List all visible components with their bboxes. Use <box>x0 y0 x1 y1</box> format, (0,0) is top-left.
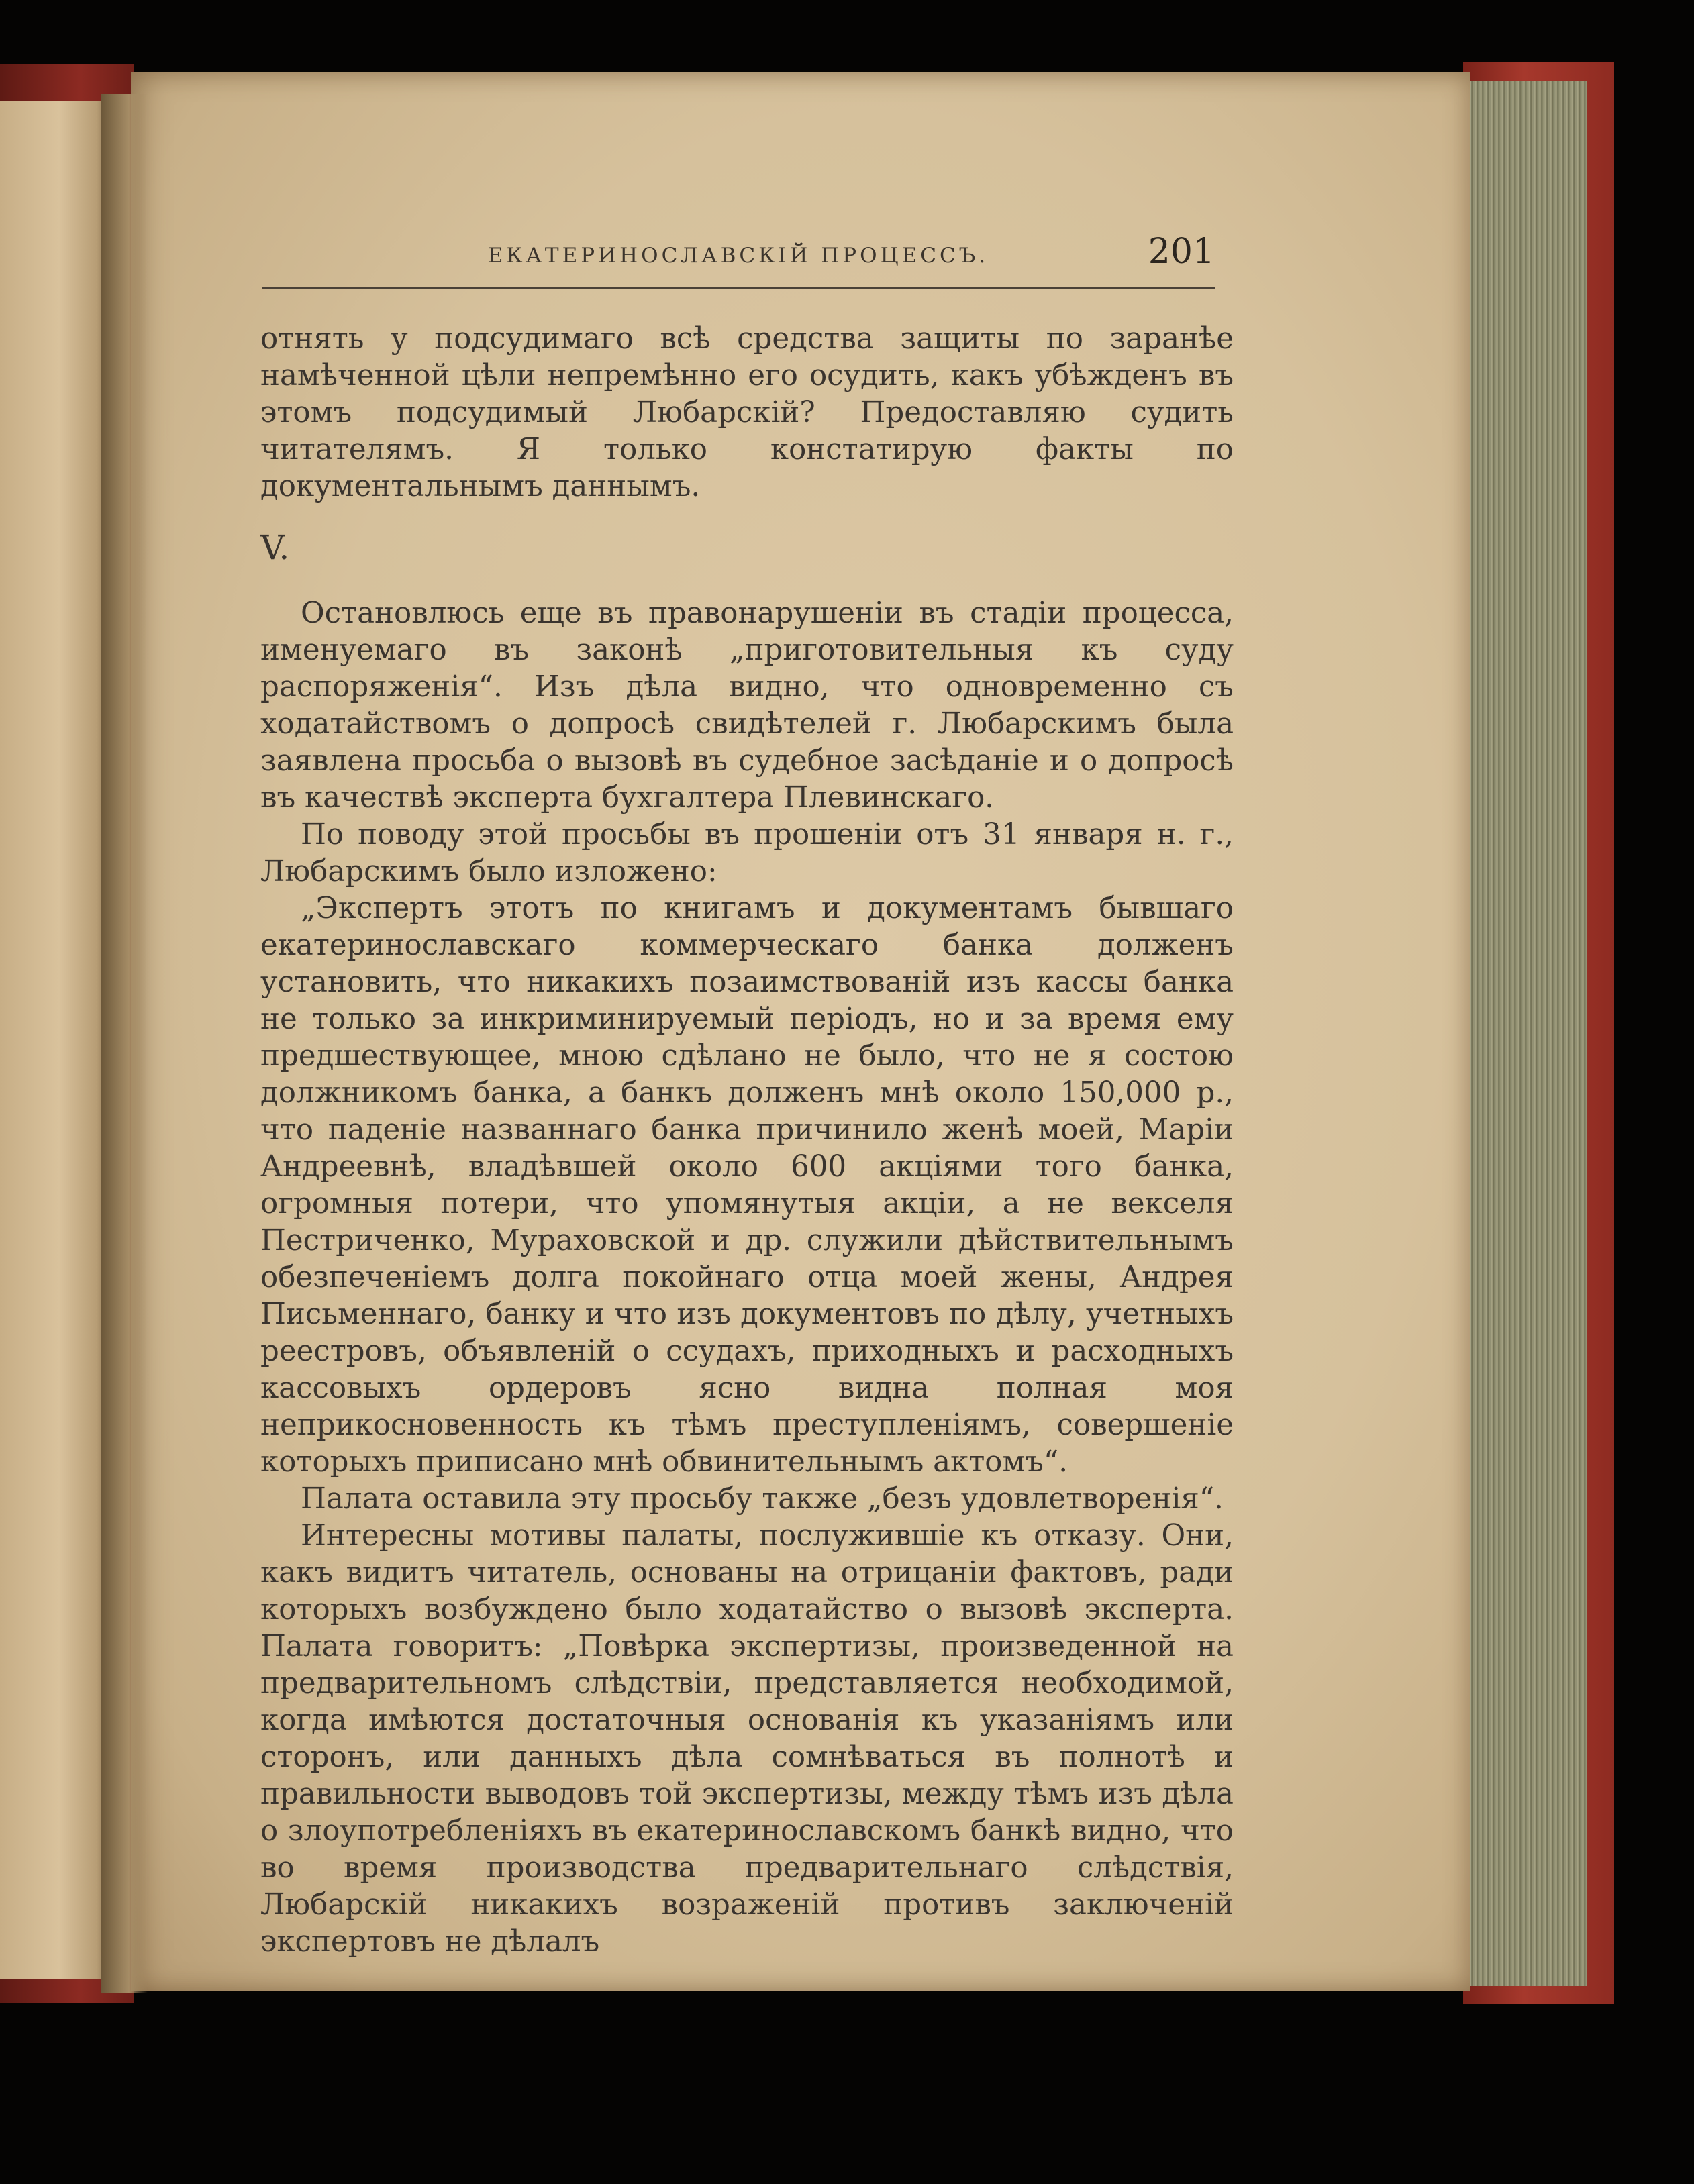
page-header <box>262 231 1215 292</box>
quoted-paragraph: „Экспертъ этотъ по книгамъ и документамъ бывшаго екатеринославскаго коммерческаго банка долженъ установить, что никакихъ позаимствованій изъ кассы банка не только за инкриминируемый періодъ, но и за время ему предшествующее, мною сдѣлано не было, что не я состою должникомъ банка, а банкъ долженъ мнѣ около 150,000 р., что паденіе названнаго банка причинило женѣ моей, Маріи Андреевнѣ, владѣвшей около 600 акціями того банка, огромныя потери, что упомянутыя акціи, а не векселя Пестриченко, Мураховской и др. служили дѣйствительнымъ обезпеченіемъ долга покойнаго отца моей жены, Андрея Письменнаго, банку и что изъ документовъ по дѣлу, учетныхъ реестровъ, объявленій о ссудахъ, приходныхъ и расходныхъ кассовыхъ ордеровъ ясно видна полная моя неприкосновенность къ тѣмъ преступленіямъ, совершеніе которыхъ приписано мнѣ обвинительнымъ актомъ“. <box>260 892 1234 1479</box>
left-page-edge <box>0 101 107 1979</box>
page-body <box>260 321 1234 1961</box>
paragraph: Остановлюсь еще въ правонарушеніи въ стадіи процесса, именуемаго въ законѣ „приготовительныя къ суду распоряженія“. Изъ дѣла видно, что одновременно съ ходатайствомъ о допросѣ свидѣтелей г. Любарскимъ была заявлена просьба о вызовѣ въ судебное засѣданіе и о допросѣ въ качествѣ эксперта бухгалтера Плевинскаго. <box>260 596 1234 815</box>
paragraph: Интересны мотивы палаты, послужившіе къ отказу. Они, какъ видитъ читатель, основаны на отрицаніи фактовъ, ради которыхъ возбуждено было ходатайство о вызовѣ эксперта. Палата говоритъ: „Повѣрка экспертизы, произведенной на предварительномъ слѣдствіи, представляется необходимой, когда имѣются достаточныя основанія къ указаніямъ или сторонъ, или данныхъ дѣла сомнѣваться въ полнотѣ и правильности выводовъ той экспертизы, между тѣмъ изъ дѣла о злоупотребленіяхъ въ екатеринославскомъ банкѣ видно, что во время производства предварительнаго слѣдствія, Любарскій никакихъ возраженій противъ заключеній экспертовъ не дѣлалъ <box>260 1519 1234 1959</box>
paragraph: Палата оставила эту просьбу также „безъ удовлетворенія“. <box>301 1482 1224 1516</box>
paragraph: По поводу этой просьбы въ прошеніи отъ 31 января н. г., Любарскимъ было изложено: <box>260 818 1234 888</box>
header-rule <box>262 287 1215 289</box>
running-title: ЕКАТЕРИНОСЛАВСКІЙ ПРОЦЕССЪ. <box>487 244 989 268</box>
page-number: 201 <box>1148 231 1215 272</box>
page-block-edges <box>1463 81 1587 1986</box>
paragraph-continuation: отнять у подсудимаго всѣ средства защиты по заранѣе намѣченной цѣли непремѣнно его осудить, какъ убѣжденъ въ этомъ подсудимый Любарскій? Предоставляю судить читателямъ. Я только констатирую факты по документальнымъ даннымъ. <box>260 322 1234 503</box>
spine-gutter <box>101 94 148 1993</box>
section-heading: V. <box>260 528 290 567</box>
